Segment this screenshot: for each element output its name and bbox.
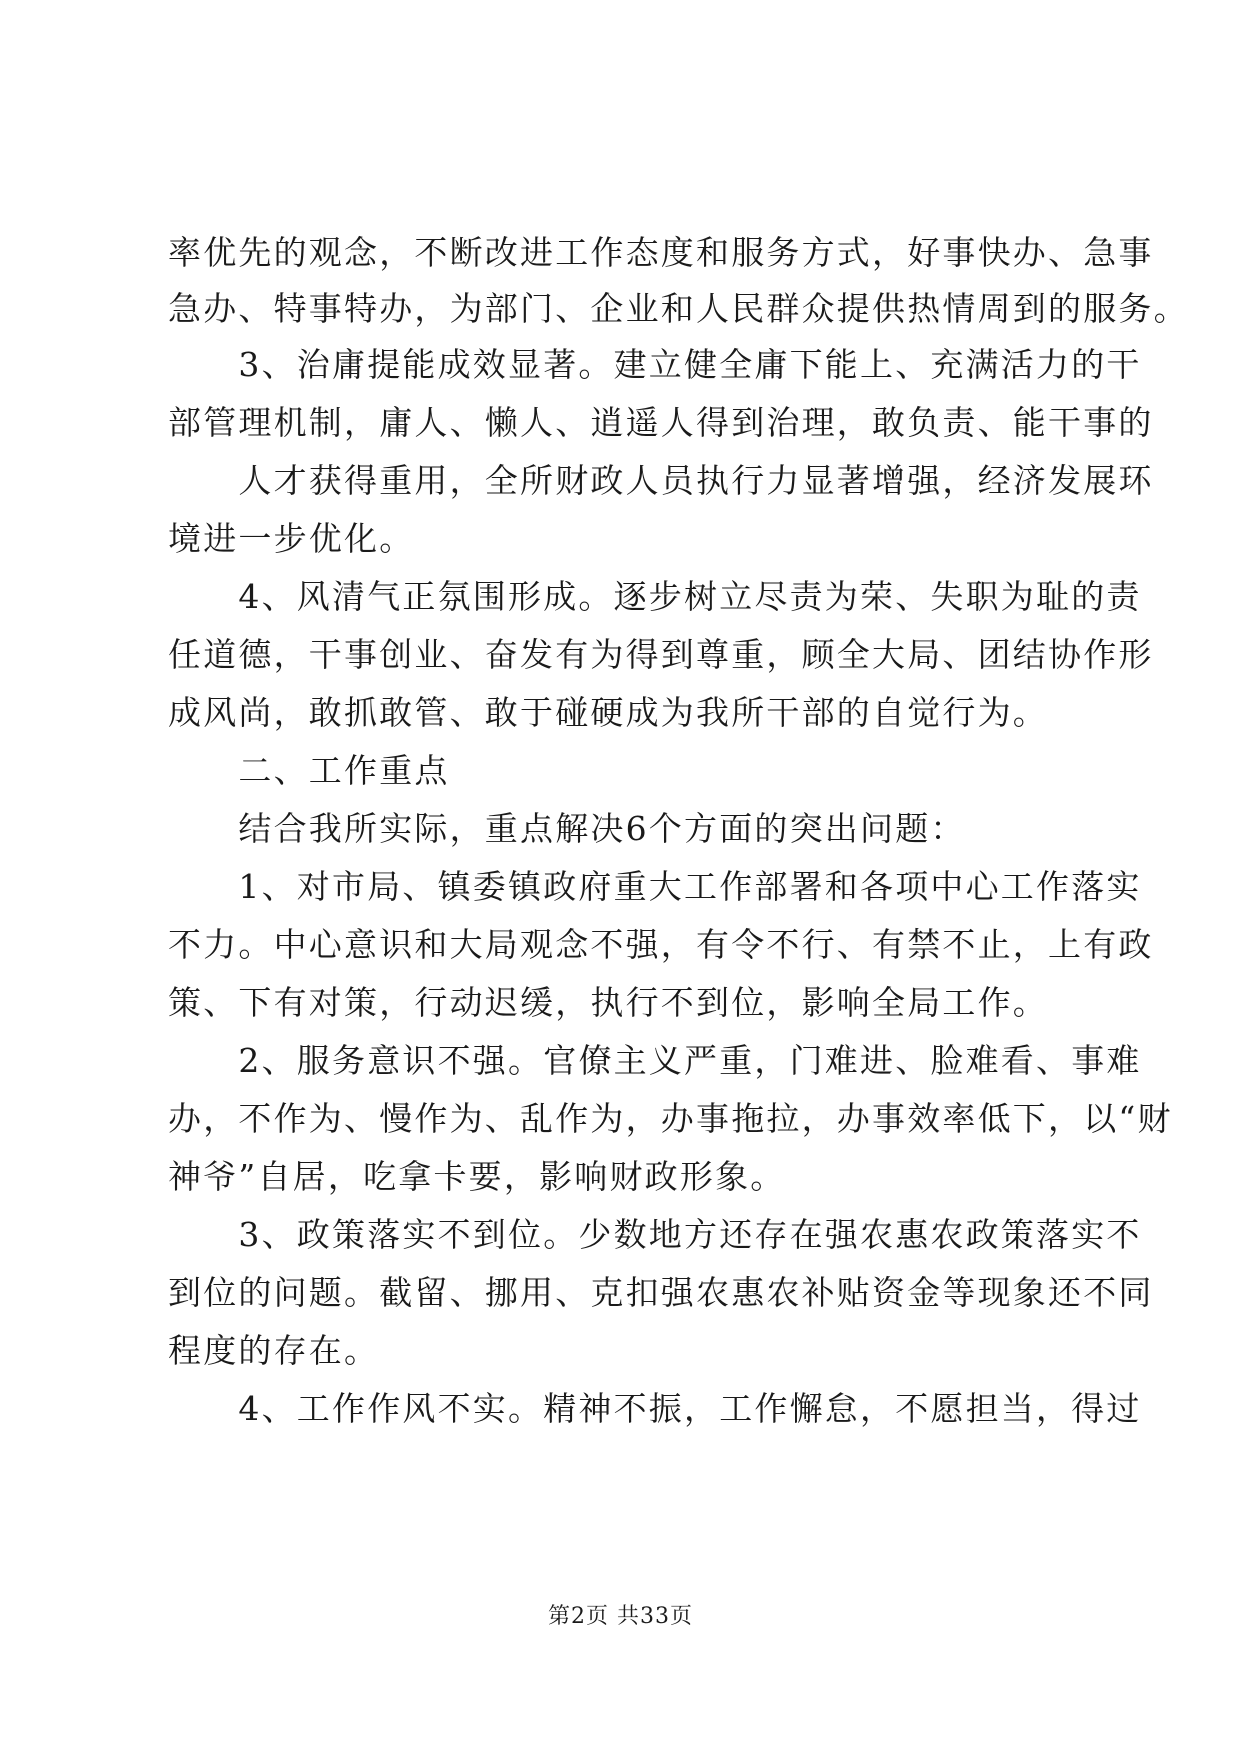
- text-line: 神爷”自居，吃拿卡要，影响财政形象。: [168, 1157, 786, 1196]
- text-line: 3、政策落实不到位。少数地方还存在强农惠农政策落实不: [168, 1215, 1142, 1254]
- text-line: 办，不作为、慢作为、乱作为，办事拖拉，办事效率低下，以“财: [168, 1099, 1173, 1138]
- text-line: 策、下有对策，行动迟缓，执行不到位，影响全局工作。: [168, 983, 1048, 1022]
- text-line: 1、对市局、镇委镇政府重大工作部署和各项中心工作落实: [168, 867, 1142, 906]
- text-line: 成风尚，敢抓敢管、敢于碰硬成为我所干部的自觉行为。: [168, 693, 1048, 732]
- text-line: 不力。中心意识和大局观念不强，有令不行、有禁不止，上有政: [168, 925, 1154, 964]
- text-line: 2、服务意识不强。官僚主义严重，门难进、脸难看、事难: [168, 1041, 1142, 1080]
- text-line: 人才获得重用，全所财政人员执行力显著增强，经济发展环: [168, 461, 1154, 500]
- text-line: 结合我所实际，重点解决6个方面的突出问题：: [168, 809, 966, 848]
- text-line: 部管理机制，庸人、懒人、逍遥人得到治理，敢负责、能干事的: [168, 403, 1154, 442]
- section-heading: 二、工作重点: [168, 751, 450, 790]
- page-number-footer: 第2页 共33页: [548, 1604, 693, 1629]
- text-line: 到位的问题。截留、挪用、克扣强农惠农补贴资金等现象还不同: [168, 1273, 1154, 1312]
- text-line: 率优先的观念，不断改进工作态度和服务方式，好事快办、急事: [168, 233, 1154, 272]
- text-line: 急办、特事特办，为部门、企业和人民群众提供热情周到的服务。: [168, 289, 1189, 328]
- text-line: 3、治庸提能成效显著。建立健全庸下能上、充满活力的干: [168, 345, 1142, 384]
- text-line: 境进一步优化。: [168, 519, 415, 558]
- text-line: 程度的存在。: [168, 1331, 380, 1370]
- text-line: 4、工作作风不实。精神不振，工作懈怠，不愿担当，得过: [168, 1389, 1142, 1428]
- text-line: 4、风清气正氛围形成。逐步树立尽责为荣、失职为耻的责: [168, 577, 1142, 616]
- text-line: 任道德，干事创业、奋发有为得到尊重，顾全大局、团结协作形: [168, 635, 1154, 674]
